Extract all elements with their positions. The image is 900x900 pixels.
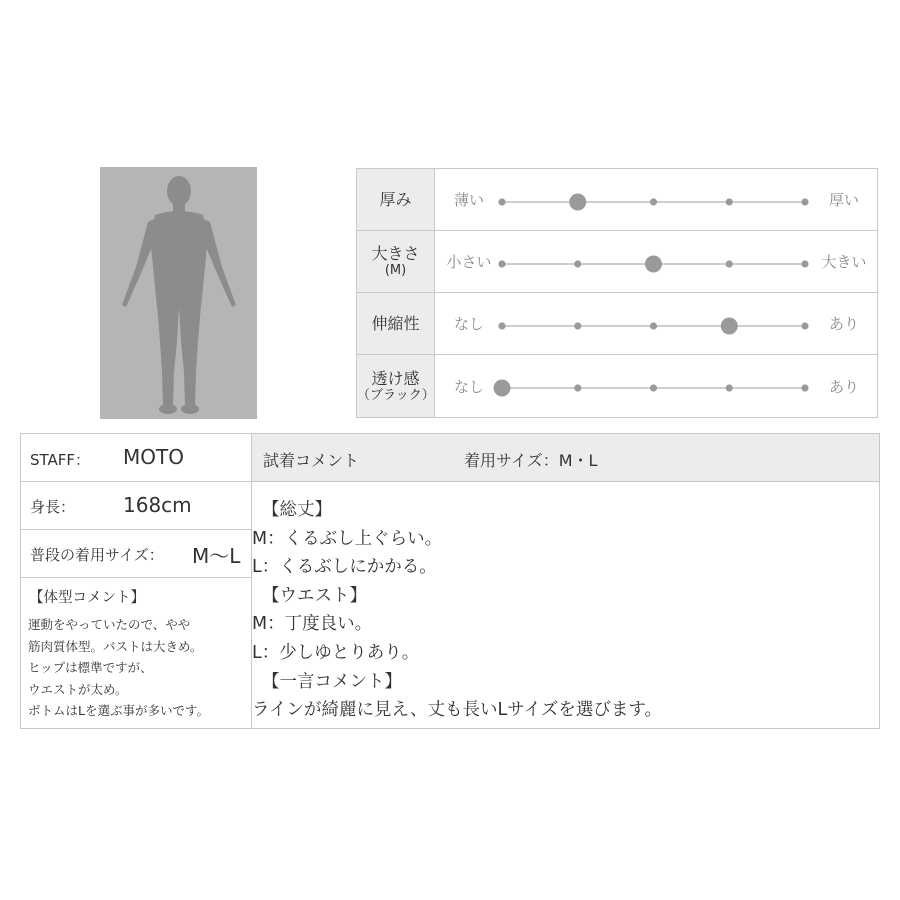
- body-comment-line: 筋肉質体型。バストは大きめ。: [28, 638, 203, 654]
- rating-dot: [726, 198, 733, 205]
- rating-dot: [574, 384, 581, 391]
- comment-line: ラインが綺麗に見え、丈も長いLサイズを選びます。: [252, 700, 662, 721]
- rating-table: [356, 168, 878, 418]
- rating-row-stretch: [357, 293, 877, 355]
- rating-min-label: 小さい: [446, 253, 492, 271]
- height-cell: [21, 482, 251, 530]
- rating-dot: [801, 322, 808, 329]
- comment-heading: 【一言コメント】: [262, 671, 402, 692]
- body-comment-line: ボトムはLを選ぶ事が多いです。: [28, 703, 209, 718]
- rating-selected-dot: [721, 318, 738, 335]
- rating-min-label: 薄い: [453, 191, 484, 209]
- comment-header: [252, 434, 879, 482]
- staff-label: STAFF：: [30, 451, 91, 469]
- rating-scale: [357, 169, 877, 231]
- comment-heading: 【ウエスト】: [262, 585, 367, 606]
- body-comment-line: 運動をやっていたので、やや: [28, 617, 191, 632]
- rating-max-label: 大きい: [821, 253, 867, 271]
- body-comment-line: ヒップは標準ですが、: [28, 660, 153, 675]
- rating-max-label: あり: [828, 315, 859, 333]
- comment-line: L：少しゆとりあり。: [252, 642, 420, 663]
- rating-dot: [498, 322, 505, 329]
- body-comment-cell: [21, 578, 251, 728]
- height-label: 身長：: [30, 498, 76, 516]
- person-silhouette-icon: [100, 167, 257, 419]
- rating-scale: [357, 293, 877, 355]
- rating-min-label: なし: [453, 315, 484, 333]
- rating-row-thickness: [357, 169, 877, 231]
- usual-size-cell: [21, 530, 251, 578]
- rating-max-label: あり: [828, 377, 859, 396]
- body-comment-line: ウエストが太め。: [28, 681, 128, 697]
- rating-max-label: 厚い: [828, 191, 859, 209]
- rating-scale: [357, 355, 877, 417]
- rating-selected-dot: [569, 194, 586, 211]
- rating-dot: [801, 260, 808, 267]
- rating-label-text: 伸縮性: [371, 313, 420, 333]
- rating-row-sheerness: [357, 355, 877, 417]
- rating-selected-dot: [645, 256, 662, 273]
- comment-heading: 【総丈】: [262, 500, 332, 520]
- usual-size-label: 普段の着用サイズ：: [30, 546, 164, 564]
- body-comment-text: [28, 614, 209, 722]
- rating-dot: [801, 198, 808, 205]
- rating-dot: [574, 322, 581, 329]
- rating-dot: [650, 198, 657, 205]
- height-value: 168cm: [123, 493, 192, 517]
- rating-label-text: 大きさ: [371, 244, 420, 264]
- rating-label-text: 透け感: [371, 368, 420, 388]
- rating-dot: [801, 384, 808, 391]
- rating-min-label: なし: [453, 377, 484, 396]
- staff-cell: [21, 434, 251, 482]
- rating-row-size: [357, 231, 877, 293]
- fitting-comment-label: 試着コメント: [263, 451, 360, 470]
- rating-label-text: 厚み: [379, 189, 412, 209]
- fitting-comment-text: [252, 496, 662, 725]
- staff-name: MOTO: [123, 445, 184, 469]
- rating-label-sub: (M): [384, 263, 407, 279]
- usual-size-value: M〜L: [192, 544, 241, 568]
- rating-scale: [357, 231, 877, 293]
- comment-line: L：くるぶしにかかる。: [252, 557, 437, 578]
- rating-dot: [650, 384, 657, 391]
- model-figure-image: [100, 167, 257, 419]
- comment-line: M：くるぶし上ぐらい。: [252, 528, 443, 549]
- body-comment-title: 【体型コメント】: [29, 590, 145, 606]
- rating-dot: [498, 198, 505, 205]
- comment-line: M：丁度良い。: [252, 614, 373, 635]
- rating-label-sub: （ブラック）: [357, 387, 435, 403]
- rating-dot: [726, 384, 733, 391]
- worn-size-label: 着用サイズ：M・L: [464, 451, 598, 470]
- rating-dot: [726, 260, 733, 267]
- rating-selected-dot: [494, 380, 511, 397]
- rating-dot: [650, 322, 657, 329]
- rating-dot: [498, 260, 505, 267]
- rating-dot: [574, 260, 581, 267]
